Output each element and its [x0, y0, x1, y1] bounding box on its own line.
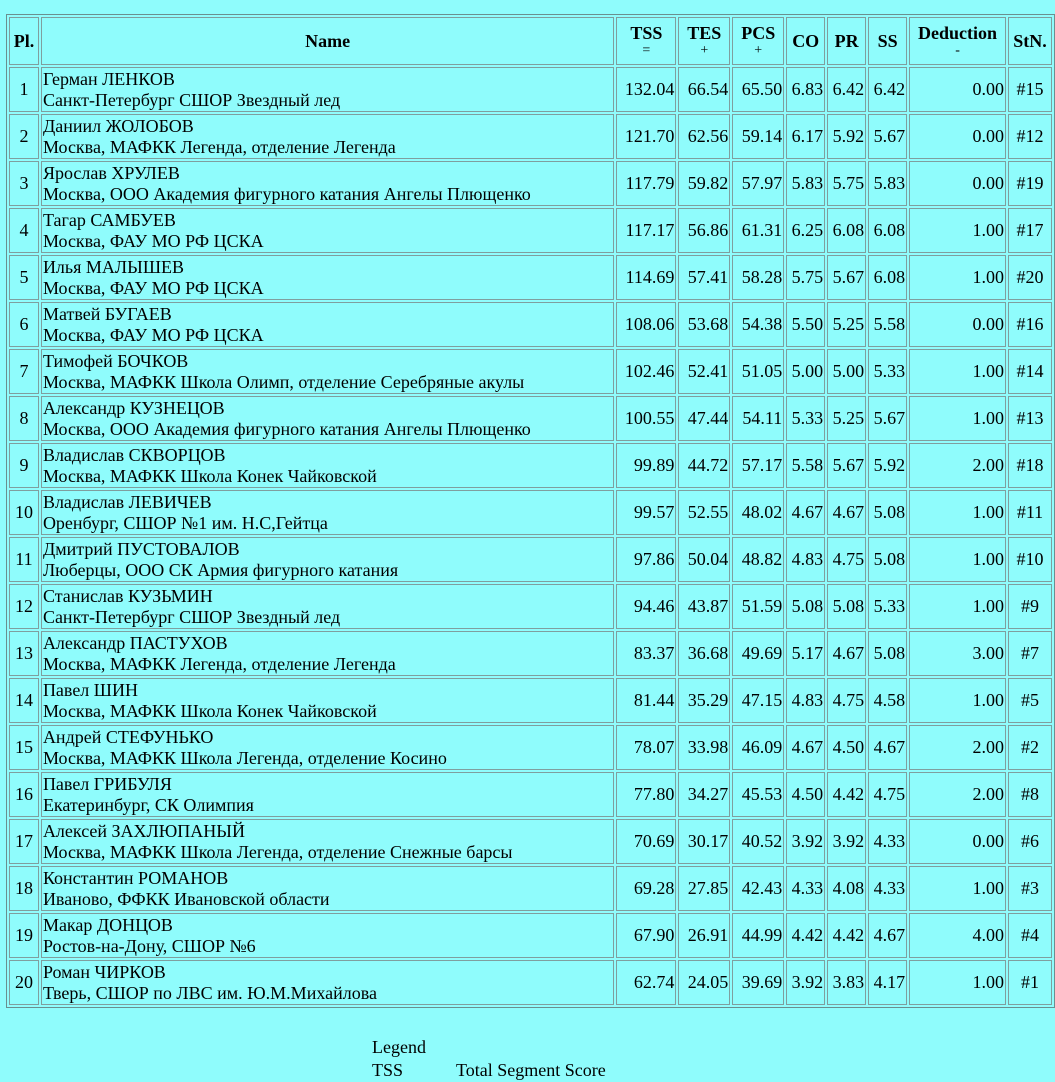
header-place: Pl.: [9, 17, 39, 65]
ss-cell: 5.67: [868, 114, 907, 159]
start-number-cell: #2: [1008, 725, 1052, 770]
pr-cell: 4.67: [827, 631, 866, 676]
skater-name: Илья МАЛЫШЕВ: [42, 256, 184, 277]
start-number-cell: #16: [1008, 302, 1052, 347]
legend-abbr: TSS: [372, 1060, 404, 1080]
header-tss: TSS =: [616, 17, 676, 65]
tes-cell: 66.54: [678, 67, 730, 112]
ded-cell: 1.00: [909, 255, 1006, 300]
start-number-cell: #17: [1008, 208, 1052, 253]
start-number-cell: #7: [1008, 631, 1052, 676]
tes-cell: 35.29: [678, 678, 730, 723]
co-cell: 6.83: [786, 67, 825, 112]
co-cell: 4.83: [786, 678, 825, 723]
tss-cell: 78.07: [616, 725, 676, 770]
ded-cell: 1.00: [909, 490, 1006, 535]
tss-cell: 62.74: [616, 960, 676, 1005]
pr-cell: 4.67: [827, 490, 866, 535]
ss-cell: 6.42: [868, 67, 907, 112]
skater-name: Алексей ЗАХЛЮПАНЫЙ: [42, 820, 245, 841]
start-number-cell: #20: [1008, 255, 1052, 300]
pr-cell: 3.92: [827, 819, 866, 864]
skater-club: Москва, МАФКК Школа Олимп, отделение Серебряные акулы: [42, 371, 525, 392]
place-cell: 18: [9, 866, 39, 911]
tss-cell: 67.90: [616, 913, 676, 958]
pcs-cell: 46.09: [732, 725, 784, 770]
pcs-cell: 48.02: [732, 490, 784, 535]
pcs-cell: 65.50: [732, 67, 784, 112]
header-row: [9, 17, 1052, 65]
ss-cell: 4.33: [868, 819, 907, 864]
table-row: [9, 537, 1052, 582]
legend-item: [372, 1059, 606, 1082]
header-ss: SS: [868, 17, 907, 65]
legend-title: Legend: [372, 1037, 426, 1057]
tss-cell: 108.06: [616, 302, 676, 347]
ss-cell: 6.08: [868, 255, 907, 300]
pr-cell: 5.92: [827, 114, 866, 159]
place-cell: 7: [9, 349, 39, 394]
tes-cell: 62.56: [678, 114, 730, 159]
ss-cell: 4.58: [868, 678, 907, 723]
start-number-cell: #5: [1008, 678, 1052, 723]
ded-cell: 3.00: [909, 631, 1006, 676]
ss-cell: 5.08: [868, 537, 907, 582]
co-cell: 4.67: [786, 725, 825, 770]
place-cell: 10: [9, 490, 39, 535]
place-cell: 6: [9, 302, 39, 347]
skater-name: Дмитрий ПУСТОВАЛОВ: [42, 538, 240, 559]
name-cell: [41, 443, 614, 488]
header-name: Name: [41, 17, 614, 65]
tss-cell: 97.86: [616, 537, 676, 582]
ded-cell: 1.00: [909, 584, 1006, 629]
ss-cell: 5.33: [868, 349, 907, 394]
skater-club: Москва, ФАУ МО РФ ЦСКА: [42, 277, 264, 298]
name-cell: [41, 67, 614, 112]
tss-cell: 81.44: [616, 678, 676, 723]
co-cell: 6.25: [786, 208, 825, 253]
ded-cell: 0.00: [909, 161, 1006, 206]
co-cell: 3.92: [786, 960, 825, 1005]
pr-cell: 5.08: [827, 584, 866, 629]
skater-club: Иваново, ФФКК Ивановской области: [42, 888, 330, 909]
pr-cell: 5.67: [827, 443, 866, 488]
table-row: [9, 631, 1052, 676]
pcs-cell: 57.17: [732, 443, 784, 488]
ss-cell: 5.33: [868, 584, 907, 629]
ss-cell: 5.58: [868, 302, 907, 347]
pcs-cell: 39.69: [732, 960, 784, 1005]
tss-cell: 121.70: [616, 114, 676, 159]
pr-cell: 6.42: [827, 67, 866, 112]
tes-cell: 30.17: [678, 819, 730, 864]
name-cell: [41, 866, 614, 911]
legend: [372, 1036, 606, 1082]
pr-cell: 4.75: [827, 678, 866, 723]
ded-cell: 2.00: [909, 725, 1006, 770]
ss-cell: 4.33: [868, 866, 907, 911]
tes-cell: 36.68: [678, 631, 730, 676]
table-row: [9, 584, 1052, 629]
name-cell: [41, 208, 614, 253]
skater-club: Москва, МАФКК Школа Легенда, отделение Косино: [42, 747, 447, 768]
pcs-cell: 45.53: [732, 772, 784, 817]
pr-cell: 4.08: [827, 866, 866, 911]
tes-cell: 52.41: [678, 349, 730, 394]
pcs-cell: 61.31: [732, 208, 784, 253]
co-cell: 6.17: [786, 114, 825, 159]
start-number-cell: #6: [1008, 819, 1052, 864]
table-row: [9, 396, 1052, 441]
tss-cell: 70.69: [616, 819, 676, 864]
tes-cell: 44.72: [678, 443, 730, 488]
co-cell: 5.00: [786, 349, 825, 394]
skater-club: Екатеринбург, СК Олимпия: [42, 794, 254, 815]
skater-name: Тимофей БОЧКОВ: [42, 350, 189, 371]
place-cell: 8: [9, 396, 39, 441]
pcs-cell: 59.14: [732, 114, 784, 159]
co-cell: 5.75: [786, 255, 825, 300]
ss-cell: 5.83: [868, 161, 907, 206]
ss-cell: 6.08: [868, 208, 907, 253]
header-pcs: PCS +: [732, 17, 784, 65]
name-cell: [41, 490, 614, 535]
co-cell: 5.58: [786, 443, 825, 488]
skater-name: Александр КУЗНЕЦОВ: [42, 397, 225, 418]
start-number-cell: #3: [1008, 866, 1052, 911]
skater-club: Москва, МАФКК Легенда, отделение Легенда: [42, 136, 396, 157]
skater-club: Москва, ООО Академия фигурного катания Ангелы Плющенко: [42, 418, 531, 439]
ded-cell: 4.00: [909, 913, 1006, 958]
pcs-cell: 49.69: [732, 631, 784, 676]
ss-cell: 4.67: [868, 725, 907, 770]
ded-cell: 0.00: [909, 302, 1006, 347]
skater-name: Владислав СКВОРЦОВ: [42, 444, 226, 465]
table-row: [9, 161, 1052, 206]
pcs-cell: 42.43: [732, 866, 784, 911]
place-cell: 11: [9, 537, 39, 582]
tes-cell: 56.86: [678, 208, 730, 253]
ded-cell: 0.00: [909, 67, 1006, 112]
start-number-cell: #4: [1008, 913, 1052, 958]
pcs-cell: 51.05: [732, 349, 784, 394]
skater-club: Москва, ФАУ МО РФ ЦСКА: [42, 230, 264, 251]
skater-club: Тверь, СШОР по ЛВС им. Ю.М.Михайлова: [42, 982, 377, 1003]
ded-cell: 2.00: [909, 772, 1006, 817]
table-row: [9, 913, 1052, 958]
place-cell: 1: [9, 67, 39, 112]
skater-name: Павел ШИН: [42, 679, 138, 700]
skater-club: Москва, МАФКК Школа Конек Чайковской: [42, 465, 377, 486]
tss-cell: 99.57: [616, 490, 676, 535]
table-row: [9, 819, 1052, 864]
pr-cell: 5.67: [827, 255, 866, 300]
table-row: [9, 67, 1052, 112]
ss-cell: 5.08: [868, 490, 907, 535]
place-cell: 4: [9, 208, 39, 253]
tes-cell: 26.91: [678, 913, 730, 958]
tes-cell: 53.68: [678, 302, 730, 347]
place-cell: 17: [9, 819, 39, 864]
table-row: [9, 960, 1052, 1005]
name-cell: [41, 396, 614, 441]
ded-cell: 1.00: [909, 537, 1006, 582]
pr-cell: 4.75: [827, 537, 866, 582]
ded-cell: 2.00: [909, 443, 1006, 488]
tes-cell: 59.82: [678, 161, 730, 206]
pcs-cell: 54.38: [732, 302, 784, 347]
name-cell: [41, 913, 614, 958]
co-cell: 3.92: [786, 819, 825, 864]
table-row: [9, 772, 1052, 817]
start-number-cell: #11: [1008, 490, 1052, 535]
table-row: [9, 443, 1052, 488]
skater-club: Москва, МАФКК Легенда, отделение Легенда: [42, 653, 396, 674]
tss-cell: 77.80: [616, 772, 676, 817]
name-cell: [41, 631, 614, 676]
pr-cell: 5.25: [827, 396, 866, 441]
skater-name: Ярослав ХРУЛЕВ: [42, 162, 180, 183]
skater-name: Макар ДОНЦОВ: [42, 914, 173, 935]
start-number-cell: #19: [1008, 161, 1052, 206]
place-cell: 20: [9, 960, 39, 1005]
skater-name: Станислав КУЗЬМИН: [42, 585, 213, 606]
tes-cell: 52.55: [678, 490, 730, 535]
tss-cell: 94.46: [616, 584, 676, 629]
place-cell: 14: [9, 678, 39, 723]
tss-cell: 99.89: [616, 443, 676, 488]
tes-cell: 43.87: [678, 584, 730, 629]
skater-club: Санкт-Петербург СШОР Звездный лед: [42, 606, 341, 627]
skater-club: Москва, ФАУ МО РФ ЦСКА: [42, 324, 264, 345]
name-cell: [41, 678, 614, 723]
pr-cell: 4.50: [827, 725, 866, 770]
skater-name: Андрей СТЕФУНЬКО: [42, 726, 214, 747]
tes-cell: 47.44: [678, 396, 730, 441]
skater-name: Тагар САМБУЕВ: [42, 209, 176, 230]
co-cell: 5.33: [786, 396, 825, 441]
pr-cell: 5.75: [827, 161, 866, 206]
name-cell: [41, 819, 614, 864]
tss-cell: 117.17: [616, 208, 676, 253]
ded-cell: 1.00: [909, 349, 1006, 394]
pr-cell: 4.42: [827, 772, 866, 817]
name-cell: [41, 114, 614, 159]
place-cell: 9: [9, 443, 39, 488]
place-cell: 12: [9, 584, 39, 629]
tss-cell: 102.46: [616, 349, 676, 394]
start-number-cell: #15: [1008, 67, 1052, 112]
pcs-cell: 58.28: [732, 255, 784, 300]
header-deduction: Deduction -: [909, 17, 1006, 65]
header-pr: PR: [827, 17, 866, 65]
start-number-cell: #10: [1008, 537, 1052, 582]
ded-cell: 1.00: [909, 960, 1006, 1005]
ss-cell: 5.92: [868, 443, 907, 488]
tes-cell: 50.04: [678, 537, 730, 582]
place-cell: 13: [9, 631, 39, 676]
skater-name: Владислав ЛЕВИЧЕВ: [42, 491, 212, 512]
pcs-cell: 57.97: [732, 161, 784, 206]
name-cell: [41, 255, 614, 300]
skater-club: Москва, МАФКК Школа Легенда, отделение Снежные барсы: [42, 841, 513, 862]
co-cell: 4.42: [786, 913, 825, 958]
tes-cell: 27.85: [678, 866, 730, 911]
header-start-number: StN.: [1008, 17, 1052, 65]
pcs-cell: 48.82: [732, 537, 784, 582]
table-row: [9, 114, 1052, 159]
header-co: CO: [786, 17, 825, 65]
table-row: [9, 208, 1052, 253]
ded-cell: 1.00: [909, 396, 1006, 441]
ss-cell: 4.17: [868, 960, 907, 1005]
ss-cell: 4.75: [868, 772, 907, 817]
tes-cell: 57.41: [678, 255, 730, 300]
place-cell: 3: [9, 161, 39, 206]
pr-cell: 5.00: [827, 349, 866, 394]
skater-name: Герман ЛЕНКОВ: [42, 68, 175, 89]
co-cell: 5.83: [786, 161, 825, 206]
name-cell: [41, 302, 614, 347]
co-cell: 5.50: [786, 302, 825, 347]
tss-cell: 132.04: [616, 67, 676, 112]
skater-name: Матвей БУГАЕВ: [42, 303, 172, 324]
name-cell: [41, 349, 614, 394]
place-cell: 2: [9, 114, 39, 159]
pr-cell: 3.83: [827, 960, 866, 1005]
name-cell: [41, 161, 614, 206]
tes-cell: 33.98: [678, 725, 730, 770]
start-number-cell: #8: [1008, 772, 1052, 817]
results-table: [6, 14, 1055, 1008]
tss-cell: 69.28: [616, 866, 676, 911]
pcs-cell: 51.59: [732, 584, 784, 629]
skater-name: Даниил ЖОЛОБОВ: [42, 115, 194, 136]
pr-cell: 4.42: [827, 913, 866, 958]
pr-cell: 5.25: [827, 302, 866, 347]
ss-cell: 5.08: [868, 631, 907, 676]
skater-club: Ростов-на-Дону, СШОР №6: [42, 935, 256, 956]
start-number-cell: #18: [1008, 443, 1052, 488]
co-cell: 5.17: [786, 631, 825, 676]
tss-cell: 83.37: [616, 631, 676, 676]
tes-cell: 34.27: [678, 772, 730, 817]
ss-cell: 5.67: [868, 396, 907, 441]
start-number-cell: #14: [1008, 349, 1052, 394]
name-cell: [41, 584, 614, 629]
skater-club: Санкт-Петербург СШОР Звездный лед: [42, 89, 341, 110]
place-cell: 16: [9, 772, 39, 817]
tss-cell: 100.55: [616, 396, 676, 441]
pr-cell: 6.08: [827, 208, 866, 253]
place-cell: 19: [9, 913, 39, 958]
skater-name: Роман ЧИРКОВ: [42, 961, 166, 982]
pcs-cell: 54.11: [732, 396, 784, 441]
skater-name: Константин РОМАНОВ: [42, 867, 229, 888]
start-number-cell: #12: [1008, 114, 1052, 159]
pcs-cell: 40.52: [732, 819, 784, 864]
table-header: [9, 17, 1052, 65]
co-cell: 4.67: [786, 490, 825, 535]
co-cell: 5.08: [786, 584, 825, 629]
ded-cell: 0.00: [909, 819, 1006, 864]
table-row: [9, 302, 1052, 347]
skater-club: Оренбург, СШОР №1 им. Н.С,Гейтца: [42, 512, 328, 533]
table-body: [9, 67, 1052, 1005]
table-row: [9, 678, 1052, 723]
table-row: [9, 349, 1052, 394]
ded-cell: 0.00: [909, 114, 1006, 159]
skater-name: Александр ПАСТУХОВ: [42, 632, 228, 653]
pcs-cell: 44.99: [732, 913, 784, 958]
tes-cell: 24.05: [678, 960, 730, 1005]
skater-club: Москва, МАФКК Школа Конек Чайковской: [42, 700, 377, 721]
legend-text: Total Segment Score: [456, 1060, 606, 1080]
name-cell: [41, 537, 614, 582]
table-row: [9, 866, 1052, 911]
pcs-cell: 47.15: [732, 678, 784, 723]
co-cell: 4.83: [786, 537, 825, 582]
start-number-cell: #9: [1008, 584, 1052, 629]
place-cell: 15: [9, 725, 39, 770]
tss-cell: 114.69: [616, 255, 676, 300]
start-number-cell: #13: [1008, 396, 1052, 441]
skater-club: Москва, ООО Академия фигурного катания Ангелы Плющенко: [42, 183, 531, 204]
ss-cell: 4.67: [868, 913, 907, 958]
co-cell: 4.50: [786, 772, 825, 817]
ded-cell: 1.00: [909, 678, 1006, 723]
start-number-cell: #1: [1008, 960, 1052, 1005]
table-row: [9, 255, 1052, 300]
co-cell: 4.33: [786, 866, 825, 911]
table-row: [9, 725, 1052, 770]
header-tes: TES +: [678, 17, 730, 65]
tss-cell: 117.79: [616, 161, 676, 206]
name-cell: [41, 772, 614, 817]
place-cell: 5: [9, 255, 39, 300]
table-row: [9, 490, 1052, 535]
ded-cell: 1.00: [909, 208, 1006, 253]
skater-name: Павел ГРИБУЛЯ: [42, 773, 172, 794]
name-cell: [41, 960, 614, 1005]
name-cell: [41, 725, 614, 770]
ded-cell: 1.00: [909, 866, 1006, 911]
skater-club: Люберцы, ООО СК Армия фигурного катания: [42, 559, 399, 580]
